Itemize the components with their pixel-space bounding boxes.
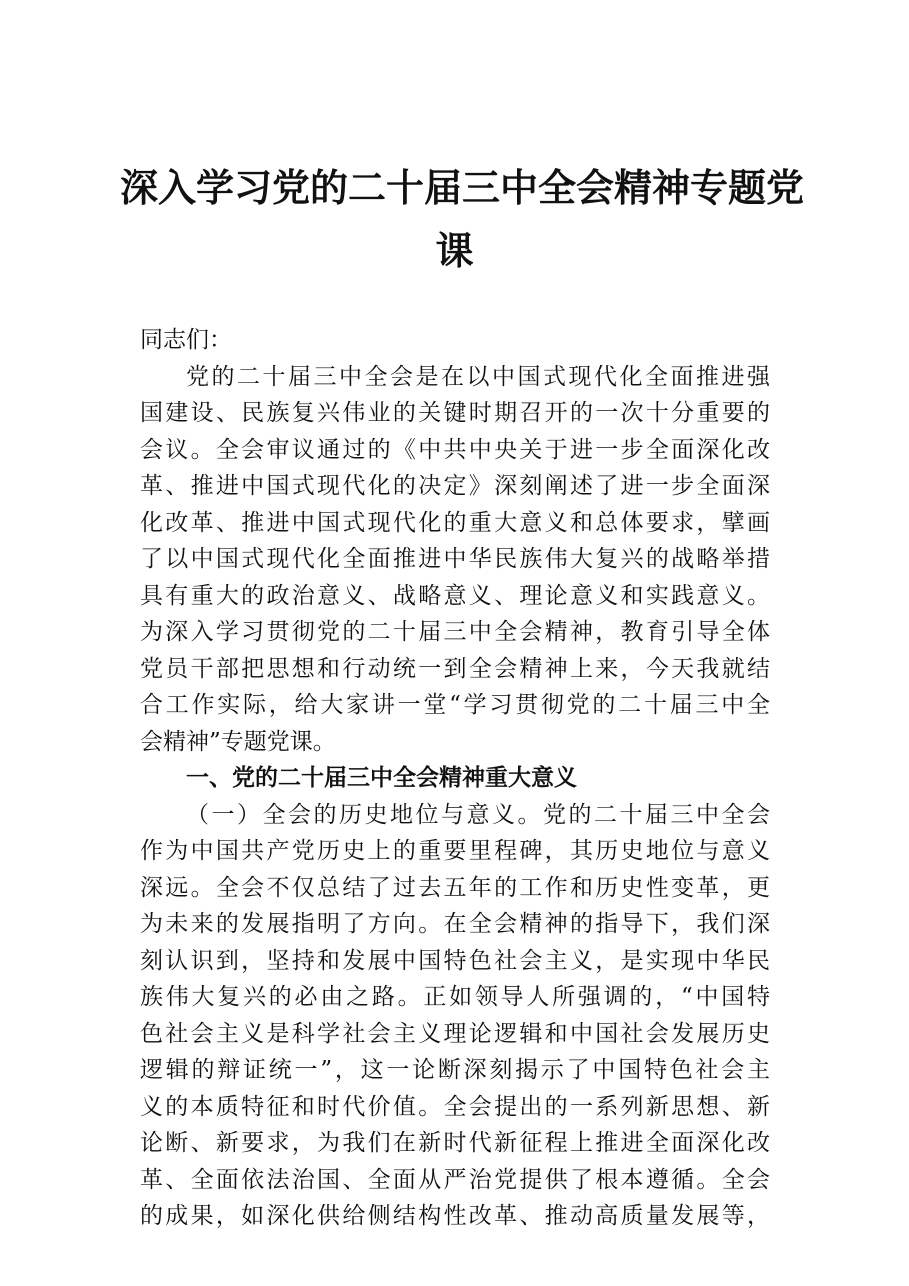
paragraph-line: 深远。全会不仅总结了过去五年的工作和历史性变革，更 <box>140 874 770 901</box>
paragraph-line: 义的本质特征和时代价值。全会提出的一系列新思想、新 <box>140 1093 770 1120</box>
paragraph-line: 具有重大的政治意义、战略意义、理论意义和实践意义。 <box>140 582 770 609</box>
paragraph-line: 族伟大复兴的必由之路。正如领导人所强调的，“中国特 <box>140 984 770 1010</box>
paragraph-line: 了以中国式现代化全面推进中华民族伟大复兴的战略举措 <box>140 546 770 572</box>
paragraph-line: 会议。全会审议通过的《中共中央关于进一步全面深化改 <box>140 436 770 463</box>
paragraph-line: 色社会主义是科学社会主义理论逻辑和中国社会发展历史 <box>140 1020 770 1047</box>
paragraph-line: 论断、新要求，为我们在新时代新征程上推进全面深化改 <box>140 1130 770 1156</box>
paragraph-line: 为未来的发展指明了方向。在全会精神的指导下，我们深 <box>140 911 770 937</box>
paragraph-line: 党员干部把思想和行动统一到全会精神上来，今天我就结 <box>140 655 770 682</box>
paragraph-line: 国建设、民族复兴伟业的关键时期召开的一次十分重要的 <box>140 400 770 426</box>
paragraph-line: 革、推进中国式现代化的决定》深刻阐述了进一步全面深 <box>140 473 770 499</box>
paragraph-line: 作为中国共产党历史上的重要里程碑，其历史地位与意义 <box>140 838 770 864</box>
paragraph-line: 合工作实际，给大家讲一堂“学习贯彻党的二十届三中全 <box>140 692 770 718</box>
paragraph-line: 革、全面依法治国、全面从严治党提供了根本遵循。全会 <box>140 1166 770 1193</box>
document-title-line-2: 课 <box>435 228 474 273</box>
document-body <box>140 322 770 1235</box>
document-title-line-1: 深入学习党的二十届三中全会精神专题党 <box>120 165 805 210</box>
paragraph-line: 逻辑的辩证统一”，这一论断深刻揭示了中国特色社会主 <box>140 1057 770 1083</box>
paragraph-line: 党的二十届三中全会是在以中国式现代化全面推进强 <box>186 363 770 390</box>
paragraph-line: （一）全会的历史地位与意义。党的二十届三中全会 <box>186 801 770 828</box>
section-heading: 一、党的二十届三中全会精神重大意义 <box>186 765 577 791</box>
paragraph-line: 化改革、推进中国式现代化的重大意义和总体要求，擘画 <box>140 509 770 536</box>
paragraph-line: 的成果，如深化供给侧结构性改革、推动高质量发展等， <box>140 1203 770 1229</box>
salutation: 同志们： <box>140 327 232 353</box>
paragraph-line: 刻认识到，坚持和发展中国特色社会主义，是实现中华民 <box>140 947 770 974</box>
paragraph-line: 为深入学习贯彻党的二十届三中全会精神，教育引导全体 <box>140 619 770 645</box>
paragraph-line: 会精神”专题党课。 <box>140 728 336 755</box>
